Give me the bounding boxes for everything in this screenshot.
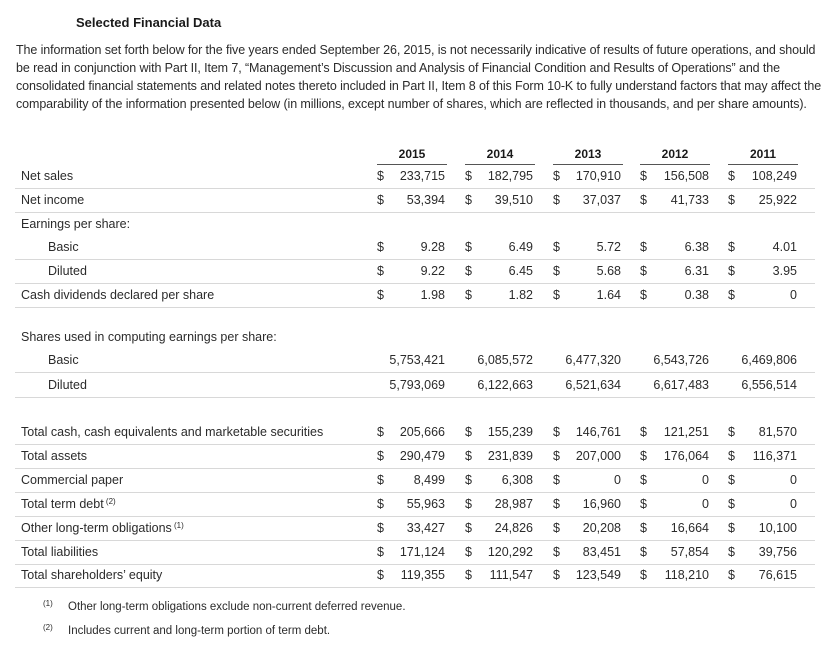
table-row (15, 260, 815, 284)
cell-value: 6.31 (684, 264, 709, 278)
currency-symbol: $ (553, 497, 560, 511)
cell-value: 16,960 (582, 497, 621, 511)
footnote-ref: (2) (103, 497, 116, 506)
table-row (15, 349, 815, 373)
cell-value: 290,479 (399, 449, 445, 463)
cell-value: 0 (702, 473, 709, 487)
year-header-2014: 2014 (465, 146, 535, 165)
cell-value: 28,987 (494, 497, 533, 511)
table-row (15, 189, 815, 213)
currency-symbol: $ (553, 449, 560, 463)
cell-value: 118,210 (664, 568, 709, 582)
cell-value: 0 (790, 497, 797, 511)
currency-symbol: $ (465, 473, 472, 487)
cell-value: 170,910 (575, 169, 621, 183)
section-row (15, 213, 815, 236)
currency-symbol: $ (465, 169, 472, 183)
currency-symbol: $ (553, 473, 560, 487)
cell-value: 6,543,726 (653, 353, 709, 367)
cell-value: 9.28 (420, 240, 445, 254)
currency-symbol: $ (377, 425, 384, 439)
currency-symbol: $ (553, 545, 560, 559)
year-header-2012: 2012 (640, 146, 710, 165)
row-label: Total shareholders’ equity (21, 568, 163, 582)
row-label: Basic (48, 240, 79, 254)
cell-value: 108,249 (751, 169, 797, 183)
currency-symbol: $ (728, 425, 735, 439)
cell-value: 6,122,663 (477, 378, 533, 392)
currency-symbol: $ (465, 288, 472, 302)
table-row (15, 541, 815, 565)
cell-value: 37,037 (582, 193, 621, 207)
footnote-text: Includes current and long-term portion of term debt. (68, 625, 331, 637)
table-row (15, 517, 815, 541)
cell-value: 155,239 (487, 425, 533, 439)
cell-value: 53,394 (406, 193, 445, 207)
currency-symbol: $ (640, 264, 647, 278)
currency-symbol: $ (377, 449, 384, 463)
row-label: Total assets (21, 449, 88, 463)
footnote-ref: (1) (171, 521, 184, 530)
currency-symbol: $ (465, 240, 472, 254)
currency-symbol: $ (640, 449, 647, 463)
row-label: Total term debt $^{(2)}$ (21, 497, 116, 511)
footnote-marker: (1) (43, 599, 53, 608)
currency-symbol: $ (377, 193, 384, 207)
cell-value: 20,208 (582, 521, 621, 535)
cell-value: 5.68 (596, 264, 621, 278)
table-row (15, 469, 815, 493)
currency-symbol: $ (640, 568, 647, 582)
table-row (15, 421, 815, 445)
cell-value: 0.38 (684, 288, 709, 302)
currency-symbol: $ (553, 568, 560, 582)
cell-value: 233,715 (399, 169, 445, 183)
currency-symbol: $ (465, 193, 472, 207)
row-label: Other long-term obligations $^{(1)}$ (21, 521, 184, 535)
cell-value: 5,793,069 (389, 378, 445, 392)
currency-symbol: $ (377, 264, 384, 278)
cell-value: 33,427 (406, 521, 445, 535)
cell-value: 8,499 (413, 473, 445, 487)
cell-value: 120,292 (487, 545, 533, 559)
cell-value: 0 (790, 473, 797, 487)
cell-value: 39,510 (494, 193, 533, 207)
currency-symbol: $ (728, 264, 735, 278)
cell-value: 146,761 (575, 425, 621, 439)
currency-symbol: $ (728, 169, 735, 183)
currency-symbol: $ (377, 568, 384, 582)
cell-value: 111,547 (489, 568, 533, 582)
row-label: Cash dividends declared per share (21, 288, 215, 302)
currency-symbol: $ (465, 545, 472, 559)
cell-value: 6,521,634 (565, 378, 621, 392)
table-row (15, 165, 815, 189)
currency-symbol: $ (728, 473, 735, 487)
cell-value: 16,664 (670, 521, 709, 535)
cell-value: 41,733 (670, 193, 709, 207)
currency-symbol: $ (465, 449, 472, 463)
row-label: Diluted (48, 264, 87, 278)
cell-value: 121,251 (663, 425, 709, 439)
table-row (15, 493, 815, 517)
currency-symbol: $ (553, 425, 560, 439)
currency-symbol: $ (640, 169, 647, 183)
row-label: Commercial paper (21, 473, 124, 487)
cell-value: 156,508 (663, 169, 709, 183)
currency-symbol: $ (728, 193, 735, 207)
cell-value: 207,000 (575, 449, 621, 463)
currency-symbol: $ (377, 473, 384, 487)
currency-symbol: $ (728, 568, 735, 582)
currency-symbol: $ (728, 288, 735, 302)
year-header-2015: 2015 (377, 146, 447, 165)
cell-value: 116,371 (752, 449, 797, 463)
table-row (15, 564, 815, 588)
currency-symbol: $ (640, 545, 647, 559)
cell-value: 6,617,483 (653, 378, 709, 392)
currency-symbol: $ (640, 240, 647, 254)
currency-symbol: $ (377, 288, 384, 302)
cell-value: 0 (614, 473, 621, 487)
table-row (15, 236, 815, 260)
cell-value: 205,666 (399, 425, 445, 439)
currency-symbol: $ (553, 264, 560, 278)
cell-value: 4.01 (772, 240, 797, 254)
cell-value: 6,477,320 (565, 353, 621, 367)
cell-value: 57,854 (670, 545, 709, 559)
cell-value: 39,756 (758, 545, 797, 559)
currency-symbol: $ (553, 288, 560, 302)
cell-value: 0 (702, 497, 709, 511)
cell-value: 182,795 (487, 169, 533, 183)
currency-symbol: $ (553, 240, 560, 254)
currency-symbol: $ (377, 545, 384, 559)
currency-symbol: $ (728, 545, 735, 559)
footnote-marker: (2) (43, 623, 53, 632)
row-label: Total liabilities (21, 545, 99, 559)
currency-symbol: $ (553, 521, 560, 535)
cell-value: 24,826 (494, 521, 533, 535)
currency-symbol: $ (377, 169, 384, 183)
currency-symbol: $ (728, 497, 735, 511)
cell-value: 6.45 (508, 264, 533, 278)
currency-symbol: $ (640, 193, 647, 207)
cell-value: 81,570 (758, 425, 797, 439)
cell-value: 6,308 (501, 473, 533, 487)
row-label: Shares used in computing earnings per share: (21, 330, 277, 344)
table-row (15, 374, 815, 398)
row-label: Diluted (48, 378, 87, 392)
cell-value: 231,839 (487, 449, 533, 463)
cell-value: 1.82 (508, 288, 533, 302)
year-header-2013: 2013 (553, 146, 623, 165)
currency-symbol: $ (465, 425, 472, 439)
currency-symbol: $ (465, 568, 472, 582)
row-label: Total cash, cash equivalents and marketable securities (21, 425, 324, 439)
table-row (15, 445, 815, 469)
cell-value: 176,064 (663, 449, 709, 463)
cell-value: 9.22 (420, 264, 445, 278)
cell-value: 6,469,806 (741, 353, 797, 367)
currency-symbol: $ (728, 240, 735, 254)
currency-symbol: $ (728, 521, 735, 535)
currency-symbol: $ (465, 497, 472, 511)
cell-value: 6,085,572 (477, 353, 533, 367)
cell-value: 55,963 (406, 497, 445, 511)
row-label: Net income (21, 193, 85, 207)
cell-value: 1.64 (596, 288, 621, 302)
year-header-2011: 2011 (728, 146, 798, 165)
currency-symbol: $ (553, 193, 560, 207)
row-label: Net sales (21, 169, 74, 183)
cell-value: 1.98 (420, 288, 445, 302)
cell-value: 25,922 (758, 193, 797, 207)
cell-value: 6,556,514 (741, 378, 797, 392)
row-label: Basic (48, 353, 79, 367)
cell-value: 10,100 (758, 521, 797, 535)
table-row (15, 284, 815, 308)
currency-symbol: $ (640, 288, 647, 302)
footnote-text: Other long-term obligations exclude non-current deferred revenue. (68, 601, 406, 613)
cell-value: 83,451 (582, 545, 621, 559)
currency-symbol: $ (640, 473, 647, 487)
currency-symbol: $ (728, 449, 735, 463)
currency-symbol: $ (465, 521, 472, 535)
cell-value: 5.72 (596, 240, 621, 254)
cell-value: 123,549 (575, 568, 621, 582)
cell-value: 171,124 (399, 545, 445, 559)
currency-symbol: $ (377, 497, 384, 511)
currency-symbol: $ (553, 169, 560, 183)
cell-value: 76,615 (758, 568, 797, 582)
cell-value: 5,753,421 (389, 353, 445, 367)
currency-symbol: $ (640, 425, 647, 439)
cell-value: 6.38 (684, 240, 709, 254)
cell-value: 6.49 (508, 240, 533, 254)
cell-value: 3.95 (772, 264, 797, 278)
section-row (15, 326, 815, 349)
cell-value: 119,355 (400, 568, 445, 582)
intro-paragraph: The information set forth below for the five years ended September 26, 2015, is not necessarily indicative of results of future operations, and should be read in conjunction with Part II, Item 7, “Management’s Discussion and Analysis of Financial Condition and Results of Operations” and the consolidated financial statements and related notes thereto included in Part II, Item 8 of this Form 10-K to fully understand factors that may affect the comparability of the information presented below (in millions, except number of shares, which are reflected in thousands, and per share amounts). (16, 43, 822, 111)
cell-value: 0 (790, 288, 797, 302)
currency-symbol: $ (377, 240, 384, 254)
currency-symbol: $ (465, 264, 472, 278)
currency-symbol: $ (640, 497, 647, 511)
currency-symbol: $ (377, 521, 384, 535)
currency-symbol: $ (640, 521, 647, 535)
row-label: Earnings per share: (21, 217, 131, 231)
page-title: Selected Financial Data (76, 15, 222, 30)
